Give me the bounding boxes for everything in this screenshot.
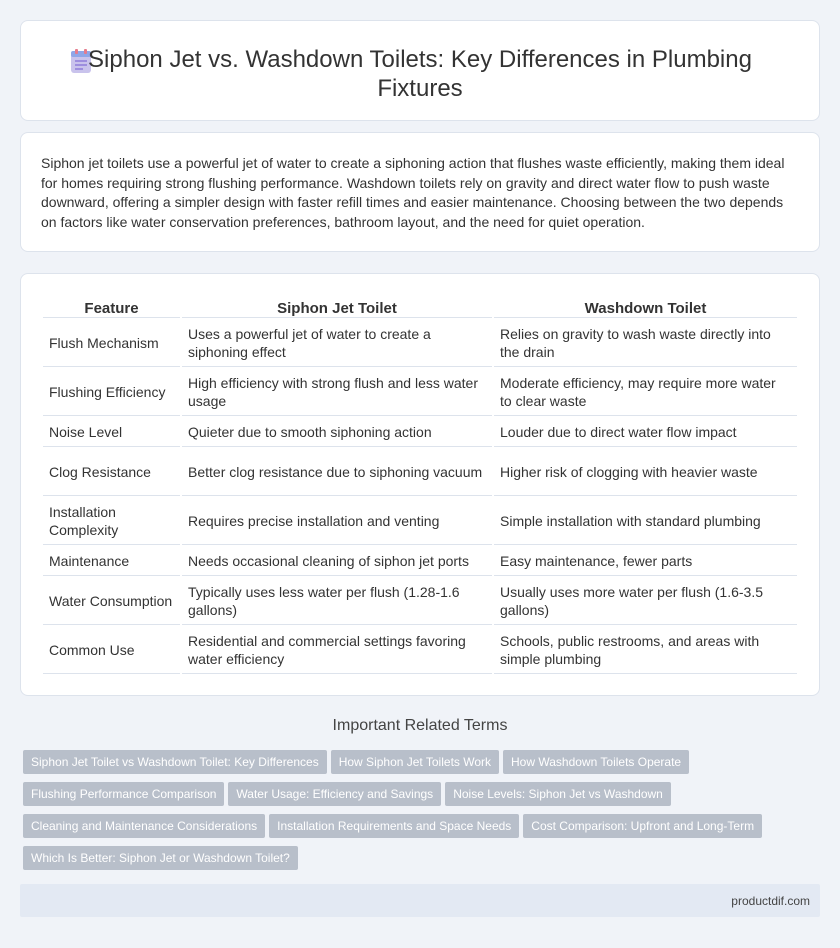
washdown-cell: Usually uses more water per flush (1.6-3.5 gallons)	[494, 578, 797, 625]
feature-cell: Maintenance	[43, 547, 180, 576]
related-terms-heading: Important Related Terms	[332, 717, 508, 734]
related-tag[interactable]: Which Is Better: Siphon Jet or Washdown Toilet?	[23, 846, 298, 870]
siphon-jet-cell: Uses a powerful jet of water to create a siphoning effect	[182, 320, 492, 367]
title-card	[20, 20, 820, 121]
siphon-jet-cell: High efficiency with strong flush and less water usage	[182, 369, 492, 416]
related-tag[interactable]: Siphon Jet Toilet vs Washdown Toilet: Key Differences	[23, 750, 327, 774]
feature-cell: Common Use	[43, 627, 180, 674]
washdown-cell: Louder due to direct water flow impact	[494, 418, 797, 447]
related-tags	[23, 750, 803, 878]
intro-paragraph: Siphon jet toilets use a powerful jet of water to create a siphoning action that flushes waste efficiently, making them ideal for homes requiring strong flushing performance. Washdown toilets rely on gravity and direct water flow to push waste downward, offering a simpler design with faster refill times and easier maintenance. Choosing between the two depends on factors like water conservation preferences, bathroom layout, and the need for quiet operation.	[41, 155, 785, 230]
tag-row	[23, 750, 803, 782]
siphon-jet-cell: Typically uses less water per flush (1.28-1.6 gallons)	[182, 578, 492, 625]
tag-row	[23, 782, 803, 814]
feature-cell: Clog Resistance	[43, 449, 180, 496]
page-title: Siphon Jet vs. Washdown Toilets: Key Differences in Plumbing Fixtures	[88, 46, 752, 102]
footer-site: productdif.com	[731, 894, 810, 908]
table-row	[43, 627, 797, 674]
header-washdown: Washdown Toilet	[494, 296, 797, 318]
washdown-cell: Easy maintenance, fewer parts	[494, 547, 797, 576]
siphon-jet-cell: Residential and commercial settings favoring water efficiency	[182, 627, 492, 674]
washdown-cell: Higher risk of clogging with heavier waste	[494, 449, 797, 496]
related-tag[interactable]: Cleaning and Maintenance Considerations	[23, 814, 265, 838]
comparison-table-card	[20, 273, 820, 696]
footer	[20, 884, 820, 917]
feature-cell: Flushing Efficiency	[43, 369, 180, 416]
table-row	[43, 449, 797, 496]
intro-card	[20, 132, 820, 252]
related-tag[interactable]: Cost Comparison: Upfront and Long-Term	[523, 814, 762, 838]
related-tag[interactable]: How Siphon Jet Toilets Work	[331, 750, 499, 774]
related-tag[interactable]: Water Usage: Efficiency and Savings	[228, 782, 441, 806]
header-feature: Feature	[43, 296, 180, 318]
table-row	[43, 369, 797, 416]
table-row	[43, 498, 797, 545]
siphon-jet-cell: Quieter due to smooth siphoning action	[182, 418, 492, 447]
header-siphon-jet: Siphon Jet Toilet	[182, 296, 492, 318]
table-row	[43, 320, 797, 367]
siphon-jet-cell: Requires precise installation and venting	[182, 498, 492, 545]
washdown-cell: Moderate efficiency, may require more water to clear waste	[494, 369, 797, 416]
related-tag[interactable]: Flushing Performance Comparison	[23, 782, 224, 806]
related-tag[interactable]: How Washdown Toilets Operate	[503, 750, 689, 774]
related-tag[interactable]: Installation Requirements and Space Needs	[269, 814, 519, 838]
washdown-cell: Relies on gravity to wash waste directly into the drain	[494, 320, 797, 367]
feature-cell: Water Consumption	[43, 578, 180, 625]
comparison-table	[41, 294, 799, 676]
washdown-cell: Schools, public restrooms, and areas with simple plumbing	[494, 627, 797, 674]
washdown-cell: Simple installation with standard plumbing	[494, 498, 797, 545]
table-row	[43, 418, 797, 447]
feature-cell: Flush Mechanism	[43, 320, 180, 367]
tag-row	[23, 814, 803, 846]
feature-cell: Noise Level	[43, 418, 180, 447]
feature-cell: Installation Complexity	[43, 498, 180, 545]
table-row	[43, 578, 797, 625]
siphon-jet-cell: Better clog resistance due to siphoning vacuum	[182, 449, 492, 496]
table-row	[43, 547, 797, 576]
siphon-jet-cell: Needs occasional cleaning of siphon jet ports	[182, 547, 492, 576]
tag-row	[23, 846, 803, 878]
related-tag[interactable]: Noise Levels: Siphon Jet vs Washdown	[445, 782, 671, 806]
table-header-row	[43, 296, 797, 318]
